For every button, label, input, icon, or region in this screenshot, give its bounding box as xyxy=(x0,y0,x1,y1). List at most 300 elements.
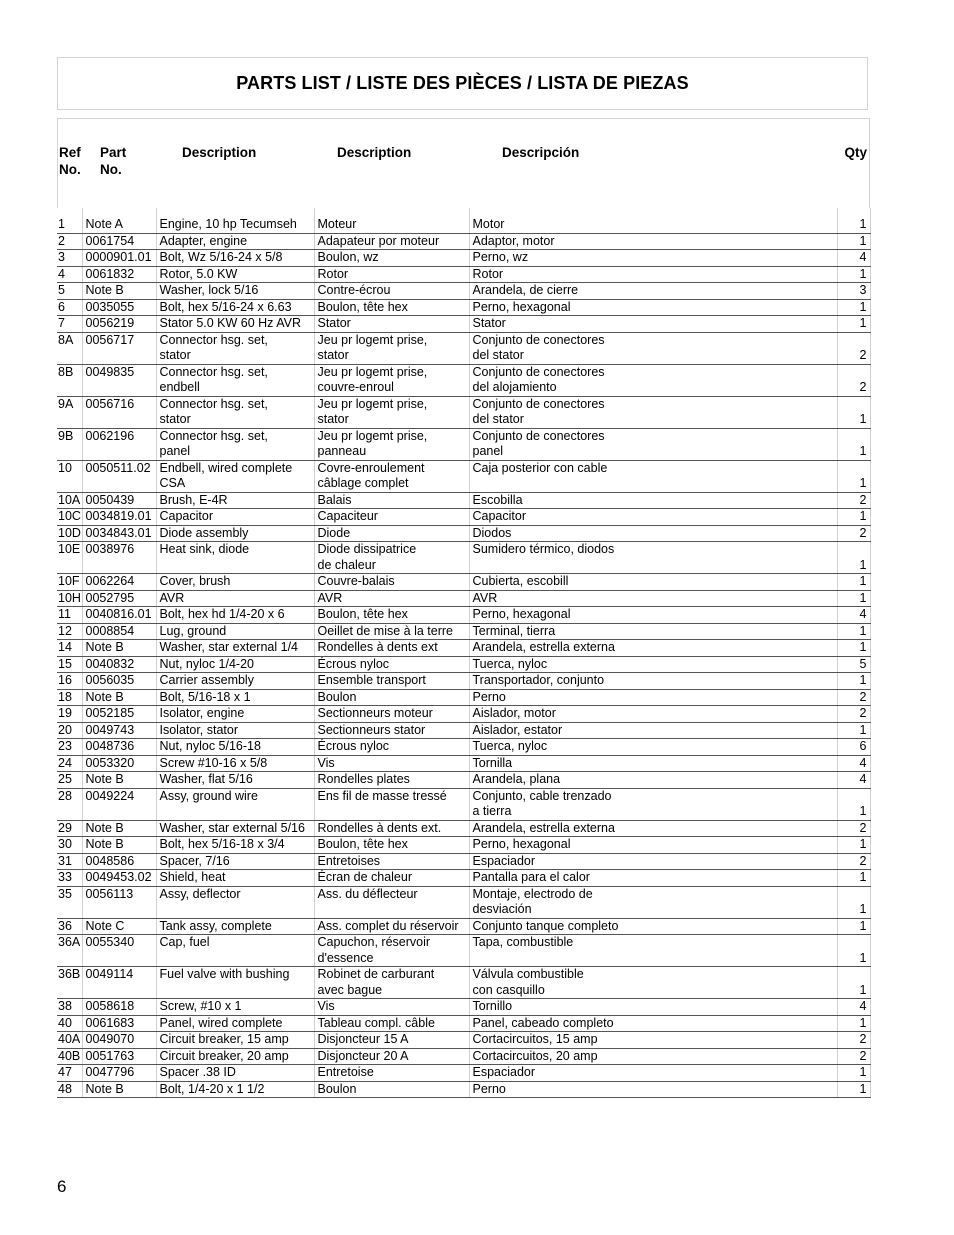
description-en: Shield, heat xyxy=(156,870,314,887)
table-row xyxy=(57,1065,870,1082)
description-es: Cortacircuitos, 15 amp xyxy=(469,1032,837,1049)
description-fr: Moteur xyxy=(314,217,469,233)
parts-table-wrap xyxy=(57,208,870,1098)
description-fr: Écran de chaleur xyxy=(314,870,469,887)
qty: 1 xyxy=(837,788,870,820)
part-no: 0000901.01 xyxy=(82,250,156,267)
table-row xyxy=(57,706,870,723)
qty: 1 xyxy=(837,266,870,283)
ref-no: 40 xyxy=(57,1015,82,1032)
part-no: Note B xyxy=(82,772,156,789)
ref-no: 2 xyxy=(57,233,82,250)
description-fr: Tableau compl. câble xyxy=(314,1015,469,1032)
qty: 2 xyxy=(837,525,870,542)
description-en: Washer, flat 5/16 xyxy=(156,772,314,789)
ref-no: 48 xyxy=(57,1081,82,1098)
table-row xyxy=(57,396,870,428)
table-row xyxy=(57,999,870,1016)
description-fr: Covre-enroulement câblage complet xyxy=(314,460,469,492)
ref-no: 25 xyxy=(57,772,82,789)
description-es: Cortacircuitos, 20 amp xyxy=(469,1048,837,1065)
qty: 1 xyxy=(837,542,870,574)
table-row xyxy=(57,233,870,250)
part-no: 0056113 xyxy=(82,886,156,918)
ref-no: 10 xyxy=(57,460,82,492)
description-es: Panel, cabeado completo xyxy=(469,1015,837,1032)
qty: 1 xyxy=(837,428,870,460)
ref-no: 20 xyxy=(57,722,82,739)
ref-no: 7 xyxy=(57,316,82,333)
qty: 2 xyxy=(837,689,870,706)
part-no: Note C xyxy=(82,918,156,935)
table-row xyxy=(57,574,870,591)
qty: 1 xyxy=(837,233,870,250)
description-es: Tuerca, nyloc xyxy=(469,739,837,756)
ref-no: 40A xyxy=(58,1032,81,1046)
ref-no: 1 xyxy=(57,217,82,233)
table-row xyxy=(57,1032,870,1049)
table-row xyxy=(57,607,870,624)
table-row xyxy=(57,689,870,706)
description-fr: Jeu pr logemt prise, stator xyxy=(314,332,469,364)
description-es: Perno xyxy=(469,689,837,706)
table-row xyxy=(57,217,870,233)
qty: 1 xyxy=(837,623,870,640)
qty: 3 xyxy=(837,283,870,300)
description-fr: Robinet de carburant avec bague xyxy=(314,967,469,999)
qty: 1 xyxy=(837,509,870,526)
table-row xyxy=(57,332,870,364)
part-no: 0040832 xyxy=(82,656,156,673)
qty: 1 xyxy=(837,574,870,591)
qty: 1 xyxy=(837,640,870,657)
qty: 1 xyxy=(837,870,870,887)
ref-no: 28 xyxy=(57,788,82,820)
part-no: 0050511.02 xyxy=(82,460,156,492)
description-fr: Boulon, wz xyxy=(314,250,469,267)
table-row xyxy=(57,722,870,739)
ref-no: 16 xyxy=(57,673,82,690)
description-en: Screw #10-16 x 5/8 xyxy=(156,755,314,772)
part-no: Note B xyxy=(82,837,156,854)
description-es: Rotor xyxy=(469,266,837,283)
description-fr: Écrous nyloc xyxy=(314,739,469,756)
ref-no: 23 xyxy=(57,739,82,756)
description-fr: Adapateur por moteur xyxy=(314,233,469,250)
description-es: Perno, wz xyxy=(469,250,837,267)
part-no: 0051763 xyxy=(82,1048,156,1065)
description-fr: Sectionneurs stator xyxy=(314,722,469,739)
table-row xyxy=(57,509,870,526)
qty: 1 xyxy=(837,722,870,739)
description-es: Conjunto tanque completo xyxy=(469,918,837,935)
qty: 1 xyxy=(837,316,870,333)
description-en: Isolator, engine xyxy=(156,706,314,723)
table-row xyxy=(57,542,870,574)
qty: 1 xyxy=(837,886,870,918)
description-es: Conjunto de conectores del stator xyxy=(469,396,837,428)
table-row xyxy=(57,590,870,607)
description-es: Perno, hexagonal xyxy=(469,837,837,854)
table-row xyxy=(57,870,870,887)
ref-no: 10D xyxy=(58,525,81,540)
part-no: 0053320 xyxy=(82,755,156,772)
table-row xyxy=(57,299,870,316)
ref-no: 9B xyxy=(57,428,82,460)
description-fr: Capuchon, réservoir d'essence xyxy=(314,935,469,967)
ref-no: 47 xyxy=(57,1065,82,1082)
ref-no: 19 xyxy=(57,706,82,723)
ref-no: 36 xyxy=(57,918,82,935)
ref-no: 35 xyxy=(57,886,82,918)
description-en: Diode assembly xyxy=(156,525,314,542)
description-fr: Contre-écrou xyxy=(314,283,469,300)
qty: 1 xyxy=(837,673,870,690)
table-row xyxy=(57,250,870,267)
ref-no: 14 xyxy=(57,640,82,657)
description-fr: Vis xyxy=(314,755,469,772)
table-row xyxy=(57,820,870,837)
description-es: Conjunto de conectores del alojamiento xyxy=(469,364,837,396)
header-desc-fr: Description xyxy=(337,145,412,160)
qty: 5 xyxy=(837,656,870,673)
qty: 1 xyxy=(837,460,870,492)
title-box xyxy=(57,57,868,110)
description-es: Terminal, tierra xyxy=(469,623,837,640)
table-header xyxy=(57,118,870,208)
description-es: Arandela, de cierre xyxy=(469,283,837,300)
description-en: Washer, lock 5/16 xyxy=(156,283,314,300)
table-row xyxy=(57,266,870,283)
header-ref: Ref No. xyxy=(59,145,81,177)
table-row xyxy=(57,788,870,820)
description-en: Cover, brush xyxy=(156,574,314,591)
description-en: Adapter, engine xyxy=(156,233,314,250)
ref-no: 18 xyxy=(57,689,82,706)
table-row xyxy=(57,739,870,756)
description-es: Perno, hexagonal xyxy=(469,299,837,316)
description-fr: Boulon, tête hex xyxy=(314,299,469,316)
description-fr: Disjoncteur 20 A xyxy=(314,1048,469,1065)
description-es: Arandela, estrella externa xyxy=(469,820,837,837)
page-title: PARTS LIST / LISTE DES PIÈCES / LISTA DE PIEZAS xyxy=(236,73,689,93)
description-en: Bolt, hex 5/16-18 x 3/4 xyxy=(156,837,314,854)
table-row xyxy=(57,918,870,935)
description-es: Tapa, combustible xyxy=(469,935,837,967)
table-row xyxy=(57,886,870,918)
description-fr: Disjoncteur 15 A xyxy=(314,1032,469,1049)
part-no: 0061683 xyxy=(82,1015,156,1032)
qty: 1 xyxy=(837,590,870,607)
description-fr: Ass. du déflecteur xyxy=(314,886,469,918)
description-en: Carrier assembly xyxy=(156,673,314,690)
ref-no: 30 xyxy=(57,837,82,854)
qty: 1 xyxy=(837,1081,870,1098)
description-es: Tornilla xyxy=(469,755,837,772)
ref-no: 11 xyxy=(57,607,82,624)
header-desc-en: Description xyxy=(182,145,257,160)
description-en: Lug, ground xyxy=(156,623,314,640)
description-es: Stator xyxy=(469,316,837,333)
table-row xyxy=(57,316,870,333)
table-row xyxy=(57,673,870,690)
part-no: 0056716 xyxy=(82,396,156,428)
header-part: Part No. xyxy=(100,145,127,177)
qty: 2 xyxy=(837,1032,870,1049)
qty: 1 xyxy=(837,1065,870,1082)
part-no: 0047796 xyxy=(82,1065,156,1082)
part-no: 0061832 xyxy=(82,266,156,283)
part-no: Note B xyxy=(82,820,156,837)
description-en: Assy, ground wire xyxy=(156,788,314,820)
ref-no: 29 xyxy=(57,820,82,837)
description-fr: Jeu pr logemt prise, panneau xyxy=(314,428,469,460)
qty: 2 xyxy=(837,364,870,396)
description-fr: Ass. complet du réservoir xyxy=(314,918,469,935)
table-spacer-row xyxy=(57,208,870,217)
qty: 6 xyxy=(837,739,870,756)
ref-no: 8B xyxy=(57,364,82,396)
description-fr: Stator xyxy=(314,316,469,333)
description-en: Spacer .38 ID xyxy=(156,1065,314,1082)
description-fr: Rondelles à dents ext xyxy=(314,640,469,657)
table-row xyxy=(57,623,870,640)
qty: 1 xyxy=(837,299,870,316)
description-es: Montaje, electrodo de desviación xyxy=(469,886,837,918)
description-es: Arandela, estrella externa xyxy=(469,640,837,657)
part-no: 0048586 xyxy=(82,853,156,870)
description-en: Rotor, 5.0 KW xyxy=(156,266,314,283)
ref-no: 10E xyxy=(57,542,82,574)
part-no: 0055340 xyxy=(82,935,156,967)
ref-no: 40B xyxy=(58,1048,81,1063)
description-fr: Ens fil de masse tressé xyxy=(314,788,469,820)
table-row xyxy=(57,460,870,492)
description-fr: Boulon xyxy=(314,689,469,706)
description-es: Adaptor, motor xyxy=(469,233,837,250)
part-no: 0049453.02 xyxy=(82,870,156,887)
description-es: Caja posterior con cable xyxy=(469,460,837,492)
ref-no: 4 xyxy=(57,266,82,283)
description-en: Bolt, hex 5/16-24 x 6.63 xyxy=(156,299,314,316)
description-fr: Balais xyxy=(314,492,469,509)
description-es: Cubierta, escobill xyxy=(469,574,837,591)
part-no: 0056219 xyxy=(82,316,156,333)
part-no: 0056717 xyxy=(82,332,156,364)
qty: 4 xyxy=(837,999,870,1016)
part-no: Note B xyxy=(82,283,156,300)
description-fr: Boulon, tête hex xyxy=(314,607,469,624)
description-en: Nut, nyloc 1/4-20 xyxy=(156,656,314,673)
qty: 4 xyxy=(837,755,870,772)
description-en: Bolt, hex hd 1/4-20 x 6 xyxy=(156,607,314,624)
qty: 1 xyxy=(837,217,870,233)
description-es: Capacitor xyxy=(469,509,837,526)
description-fr: Couvre-balais xyxy=(314,574,469,591)
part-no: 0061754 xyxy=(82,233,156,250)
description-en: Endbell, wired complete CSA xyxy=(156,460,314,492)
description-fr: Oeillet de mise à la terre xyxy=(314,623,469,640)
description-en: Circuit breaker, 20 amp xyxy=(156,1048,314,1065)
description-fr: Entretoise xyxy=(314,1065,469,1082)
qty: 2 xyxy=(837,706,870,723)
part-no: 0050439 xyxy=(82,492,156,509)
qty: 1 xyxy=(837,1015,870,1032)
description-en: Isolator, stator xyxy=(156,722,314,739)
description-en: AVR xyxy=(156,590,314,607)
description-es: Válvula combustible con casquillo xyxy=(469,967,837,999)
table-row xyxy=(57,525,870,542)
qty: 2 xyxy=(837,820,870,837)
description-es: Sumidero térmico, diodos xyxy=(469,542,837,574)
description-es: Perno, hexagonal xyxy=(469,607,837,624)
description-en: Heat sink, diode xyxy=(156,542,314,574)
table-row xyxy=(57,967,870,999)
qty: 1 xyxy=(837,935,870,967)
qty: 2 xyxy=(837,492,870,509)
part-no: 0038976 xyxy=(82,542,156,574)
description-fr: Sectionneurs moteur xyxy=(314,706,469,723)
description-en: Connector hsg. set, panel xyxy=(156,428,314,460)
part-no: 0034843.01 xyxy=(82,525,156,542)
table-row xyxy=(57,428,870,460)
qty: 2 xyxy=(837,853,870,870)
description-fr: Vis xyxy=(314,999,469,1016)
description-es: Escobilla xyxy=(469,492,837,509)
ref-no: 10C xyxy=(58,509,81,523)
ref-no: 36A xyxy=(57,935,82,967)
qty: 2 xyxy=(837,1048,870,1065)
description-fr: Boulon xyxy=(314,1081,469,1098)
description-es: Aislador, estator xyxy=(469,722,837,739)
description-fr: Rondelles à dents ext. xyxy=(314,820,469,837)
description-es: Perno xyxy=(469,1081,837,1098)
description-es: AVR xyxy=(469,590,837,607)
description-fr: Diode dissipatrice de chaleur xyxy=(314,542,469,574)
part-no: 0062264 xyxy=(82,574,156,591)
description-fr: Jeu pr logemt prise, couvre-enroul xyxy=(314,364,469,396)
parts-table xyxy=(57,208,871,1098)
description-en: Assy, deflector xyxy=(156,886,314,918)
part-no: 0049114 xyxy=(82,967,156,999)
table-row xyxy=(57,640,870,657)
description-fr: Entretoises xyxy=(314,853,469,870)
qty: 1 xyxy=(837,967,870,999)
description-fr: Boulon, tête hex xyxy=(314,837,469,854)
description-es: Diodos xyxy=(469,525,837,542)
description-en: Fuel valve with bushing xyxy=(156,967,314,999)
part-no: 0035055 xyxy=(82,299,156,316)
description-fr: Diode xyxy=(314,525,469,542)
description-es: Conjunto, cable trenzado a tierra xyxy=(469,788,837,820)
qty: 4 xyxy=(837,250,870,267)
description-en: Panel, wired complete xyxy=(156,1015,314,1032)
description-fr: Ensemble transport xyxy=(314,673,469,690)
ref-no: 5 xyxy=(57,283,82,300)
ref-no: 24 xyxy=(57,755,82,772)
ref-no: 10H xyxy=(58,590,81,605)
description-en: Brush, E-4R xyxy=(156,492,314,509)
description-en: Screw, #10 x 1 xyxy=(156,999,314,1016)
table-row xyxy=(57,492,870,509)
table-row xyxy=(57,364,870,396)
qty: 1 xyxy=(837,918,870,935)
description-fr: Capaciteur xyxy=(314,509,469,526)
header-desc-es: Descripción xyxy=(502,145,580,160)
table-row xyxy=(57,853,870,870)
part-no: 0034819.01 xyxy=(82,509,156,526)
description-en: Connector hsg. set, stator xyxy=(156,332,314,364)
table-row xyxy=(57,935,870,967)
ref-no: 3 xyxy=(57,250,82,267)
table-row xyxy=(57,283,870,300)
ref-no: 12 xyxy=(57,623,82,640)
description-fr: Jeu pr logemt prise, stator xyxy=(314,396,469,428)
table-row xyxy=(57,1081,870,1098)
ref-no: 15 xyxy=(57,656,82,673)
ref-no: 9A xyxy=(57,396,82,428)
description-en: Bolt, 1/4-20 x 1 1/2 xyxy=(156,1081,314,1098)
description-en: Connector hsg. set, endbell xyxy=(156,364,314,396)
ref-no: 33 xyxy=(57,870,82,887)
ref-no: 31 xyxy=(57,853,82,870)
table-row xyxy=(57,837,870,854)
part-no: 0048736 xyxy=(82,739,156,756)
description-en: Stator 5.0 KW 60 Hz AVR xyxy=(156,316,314,333)
part-no: 0049743 xyxy=(82,722,156,739)
description-en: Engine, 10 hp Tecumseh xyxy=(156,217,314,233)
description-en: Nut, nyloc 5/16-18 xyxy=(156,739,314,756)
table-row xyxy=(57,772,870,789)
part-no: Note B xyxy=(82,1081,156,1098)
description-es: Conjunto de conectores del stator xyxy=(469,332,837,364)
description-en: Spacer, 7/16 xyxy=(156,853,314,870)
description-en: Bolt, Wz 5/16-24 x 5/8 xyxy=(156,250,314,267)
description-en: Capacitor xyxy=(156,509,314,526)
table-row xyxy=(57,656,870,673)
part-no: Note B xyxy=(82,689,156,706)
ref-no: 6 xyxy=(57,299,82,316)
qty: 4 xyxy=(837,772,870,789)
description-en: Washer, star external 1/4 xyxy=(156,640,314,657)
part-no: 0008854 xyxy=(82,623,156,640)
qty: 4 xyxy=(837,607,870,624)
ref-no: 36B xyxy=(57,967,82,999)
description-fr: AVR xyxy=(314,590,469,607)
part-no: 0058618 xyxy=(82,999,156,1016)
ref-no: 10A xyxy=(58,492,81,507)
description-fr: Rotor xyxy=(314,266,469,283)
description-es: Espaciador xyxy=(469,1065,837,1082)
ref-no: 10F xyxy=(57,574,82,591)
part-no: 0049224 xyxy=(82,788,156,820)
description-es: Aislador, motor xyxy=(469,706,837,723)
part-no: Note A xyxy=(82,217,156,233)
part-no: 0049070 xyxy=(82,1032,156,1049)
part-no: 0056035 xyxy=(82,673,156,690)
description-es: Espaciador xyxy=(469,853,837,870)
table-row xyxy=(57,755,870,772)
description-es: Motor xyxy=(469,217,837,233)
table-row xyxy=(57,1015,870,1032)
part-no: 0052795 xyxy=(82,590,156,607)
description-en: Connector hsg. set, stator xyxy=(156,396,314,428)
description-es: Tuerca, nyloc xyxy=(469,656,837,673)
qty: 1 xyxy=(837,396,870,428)
part-no: 0062196 xyxy=(82,428,156,460)
qty: 1 xyxy=(837,837,870,854)
description-es: Arandela, plana xyxy=(469,772,837,789)
